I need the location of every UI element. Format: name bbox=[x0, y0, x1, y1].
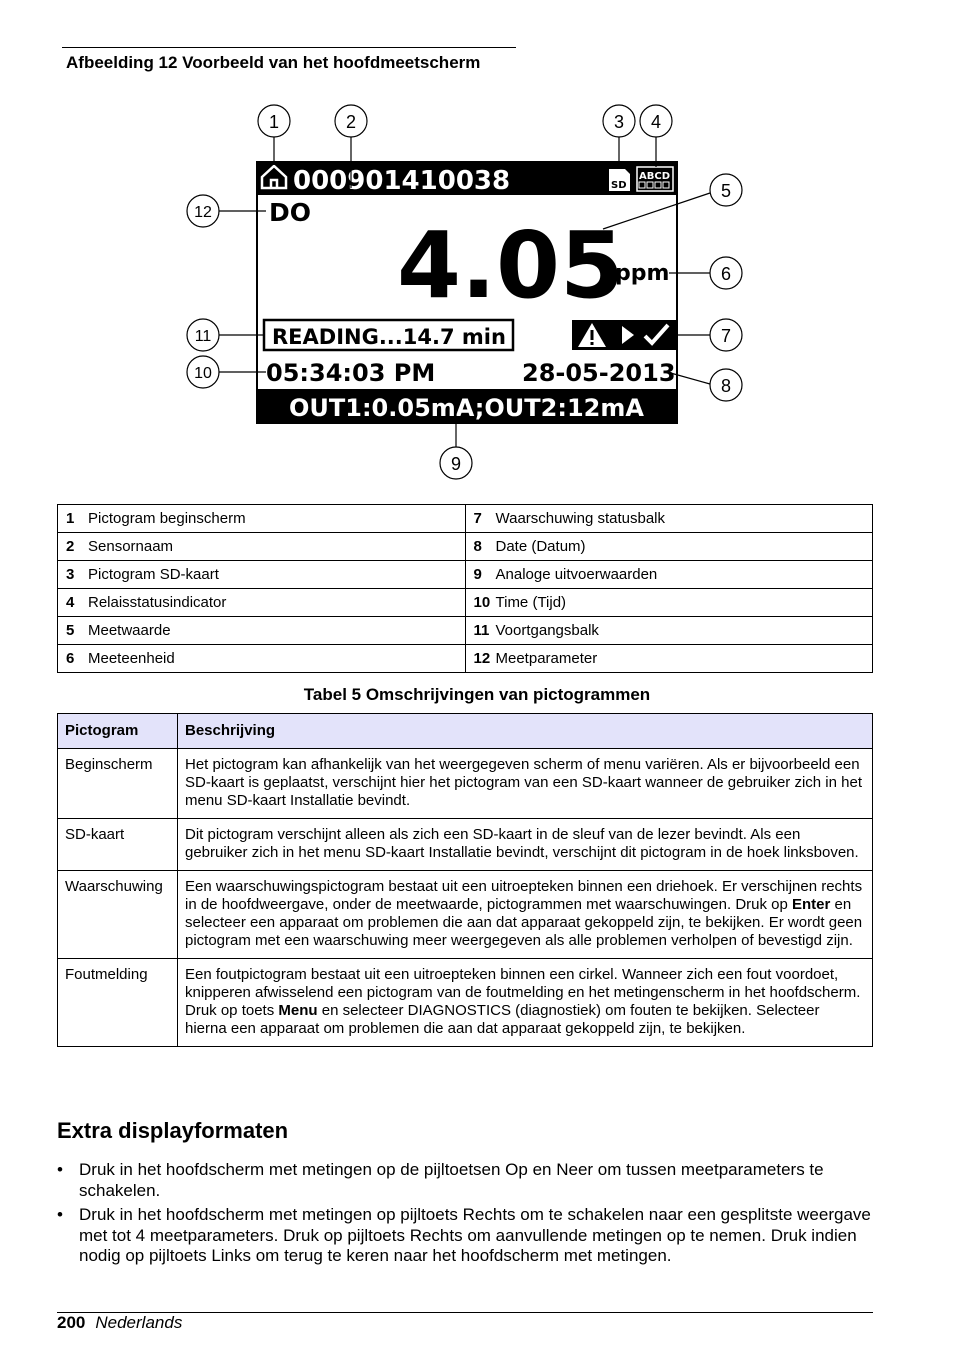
legend-number: 8 bbox=[473, 538, 482, 555]
legend-cell bbox=[58, 589, 466, 617]
relay-label: ABCD bbox=[639, 171, 671, 182]
callout-10: 10 bbox=[194, 365, 212, 382]
table-row bbox=[58, 959, 873, 1047]
sd-card-icon bbox=[609, 169, 630, 191]
pictogram-description-cell bbox=[178, 819, 873, 871]
legend-cell bbox=[465, 561, 873, 589]
pictogram-description-cell bbox=[178, 871, 873, 959]
bullet-list bbox=[57, 1160, 873, 1271]
legend-cell bbox=[465, 617, 873, 645]
pictogram-name-cell: SD-kaart bbox=[58, 819, 178, 871]
pictogram-description-table bbox=[57, 713, 873, 1047]
parameter-text: DO bbox=[269, 198, 312, 227]
list-item: • Druk in het hoofdscherm met metingen op pijltoets Rechts om te schakelen naar een gesplitste weergave met tot 4 meetparameters. Druk op pijltoets Rechts om aanvullende metingen op te nemen. Druk indien nodig op pijltoets Links om terug te keren naar het hoofdscherm met metingen. bbox=[57, 1205, 873, 1267]
callout-7: 7 bbox=[720, 326, 732, 346]
legend-number: 5 bbox=[66, 622, 75, 639]
unit-text: ppm bbox=[615, 261, 670, 286]
legend-cell bbox=[465, 645, 873, 673]
callout-8: 8 bbox=[720, 376, 732, 396]
callout-11: 11 bbox=[194, 328, 212, 345]
table-row bbox=[58, 819, 873, 871]
description-text: Een waarschuwingspictogram bestaat uit een uitroepteken binnen een driehoek. Er verschijnen rechts in de hoofdweergave, onder de meetwaarde, pictogrammen met waarschuwingen. Druk op bbox=[185, 878, 863, 913]
legend-cell bbox=[465, 505, 873, 533]
sd-label: SD bbox=[611, 180, 627, 191]
pictogram-name-cell: Beginscherm bbox=[58, 749, 178, 819]
page-number: 200 bbox=[57, 1313, 86, 1332]
legend-text: Pictogram SD-kaart bbox=[88, 566, 219, 583]
sensor-id-text: 000901410038 bbox=[293, 166, 511, 196]
legend-number: 6 bbox=[66, 650, 75, 667]
legend-cell bbox=[58, 645, 466, 673]
callout-2: 2 bbox=[345, 112, 357, 132]
table-row bbox=[58, 871, 873, 959]
pictogram-name-cell: Waarschuwing bbox=[58, 871, 178, 959]
callout-1: 1 bbox=[268, 112, 280, 132]
legend-cell bbox=[58, 533, 466, 561]
legend-text: Relaisstatusindicator bbox=[88, 594, 227, 611]
figure-caption: Afbeelding 12 Voorbeeld van het hoofdmeetscherm bbox=[66, 53, 481, 72]
legend-cell bbox=[465, 533, 873, 561]
legend-text: Sensornaam bbox=[88, 538, 174, 555]
table-row bbox=[58, 749, 873, 819]
description-text: Het pictogram kan afhankelijk van het weergegeven scherm of menu variëren. Als er bijvoorbeeld een SD-kaart is geplaatst, verschijnt hier het pictogram van een SD-kaart wanneer de gebruiker zich in het menu SD-kaart Installatie bevindt. bbox=[185, 756, 862, 809]
legend-text: Meetwaarde bbox=[88, 622, 171, 639]
legend-text: Voortgangsbalk bbox=[495, 622, 599, 639]
callout-9: 9 bbox=[450, 454, 462, 474]
progress-text: READING...14.7 min bbox=[272, 325, 506, 349]
legend-number: 4 bbox=[66, 594, 75, 611]
measurement-value-text: 4.05 bbox=[397, 212, 624, 319]
description-text: en selecteer DIAGNOSTICS (diagnostiek) om fouten te bekijken. Selecteer hierna een apparaat om problemen die aan dat apparaat gekoppeld zijn, te bekijken. bbox=[185, 1002, 820, 1037]
legend-text: Analoge uitvoerwaarden bbox=[495, 566, 658, 583]
legend-number: 9 bbox=[473, 566, 482, 583]
page-footer bbox=[57, 1313, 182, 1333]
relay-status-icon bbox=[637, 167, 673, 191]
callout-12: 12 bbox=[194, 204, 212, 221]
legend-number: 2 bbox=[66, 538, 75, 555]
legend-number: 7 bbox=[473, 510, 482, 527]
table-caption: Tabel 5 Omschrijvingen van pictogrammen bbox=[303, 685, 651, 704]
table-row bbox=[58, 589, 873, 617]
table-row bbox=[58, 617, 873, 645]
callout-6: 6 bbox=[720, 264, 732, 284]
time-text: 05:34:03 PM bbox=[266, 359, 436, 387]
output-values-text: OUT1:0.05mA;OUT2:12mA bbox=[289, 394, 644, 422]
pictogram-description-cell bbox=[178, 749, 873, 819]
header-pictogram: Pictogram bbox=[58, 714, 178, 749]
legend-number: 12 bbox=[473, 650, 491, 667]
legend-cell bbox=[58, 505, 466, 533]
figure-legend-table bbox=[57, 504, 873, 673]
legend-text: Pictogram beginscherm bbox=[88, 510, 246, 527]
date-text: 28-05-2013 bbox=[522, 359, 676, 387]
legend-number: 3 bbox=[66, 566, 75, 583]
legend-cell bbox=[465, 589, 873, 617]
legend-number: 11 bbox=[473, 622, 490, 639]
legend-text: Meetparameter bbox=[495, 650, 598, 667]
description-text: Een foutpictogram bestaat uit een uitroepteken binnen een cirkel. Wanneer zich een fout voordoet, knipperen afwisselend een pictogram van de foutmelding en het metingenscherm in het hoofdscherm. Druk op toets bbox=[185, 966, 861, 1019]
main-measurement-screen-figure bbox=[0, 0, 954, 500]
legend-text: Meeteenheid bbox=[88, 650, 175, 667]
legend-number: 1 bbox=[66, 510, 75, 527]
table-row bbox=[58, 645, 873, 673]
pictogram-description-cell bbox=[178, 959, 873, 1047]
header-description: Beschrijving bbox=[178, 714, 873, 749]
key-name: Enter bbox=[792, 896, 831, 913]
table-row bbox=[58, 561, 873, 589]
footer-language: Nederlands bbox=[95, 1313, 183, 1332]
legend-text: Date (Datum) bbox=[495, 538, 586, 555]
legend-text: Time (Tijd) bbox=[495, 594, 567, 611]
description-text: en selecteer een apparaat om problemen die aan dat apparaat gekoppeld zijn, te bekijken. Er wordt geen pictogram met een waarschuwing meer weergegeven als alle problemen verholpen of bevestigd zijn. bbox=[185, 896, 863, 949]
legend-text: Waarschuwing statusbalk bbox=[495, 510, 666, 527]
pictogram-name-cell: Foutmelding bbox=[58, 959, 178, 1047]
table-row bbox=[58, 533, 873, 561]
callout-4: 4 bbox=[650, 112, 662, 132]
key-name: Menu bbox=[278, 1002, 318, 1019]
description-text: Dit pictogram verschijnt alleen als zich een SD-kaart in de sleuf van de lezer bevindt. Als een gebruiker zich in het menu SD-kaart Installatie bevindt, verschijnt dit pictogram in de hoek linksboven. bbox=[185, 826, 859, 861]
callout-3: 3 bbox=[613, 112, 625, 132]
section-heading: Extra displayformaten bbox=[57, 1118, 289, 1143]
legend-number: 10 bbox=[473, 594, 491, 611]
table-row bbox=[58, 505, 873, 533]
callout-5: 5 bbox=[720, 181, 732, 201]
list-item: • Druk in het hoofdscherm met metingen op de pijltoetsen Op en Neer om tussen meetparameters te schakelen. bbox=[57, 1160, 873, 1201]
legend-cell bbox=[58, 561, 466, 589]
legend-cell bbox=[58, 617, 466, 645]
